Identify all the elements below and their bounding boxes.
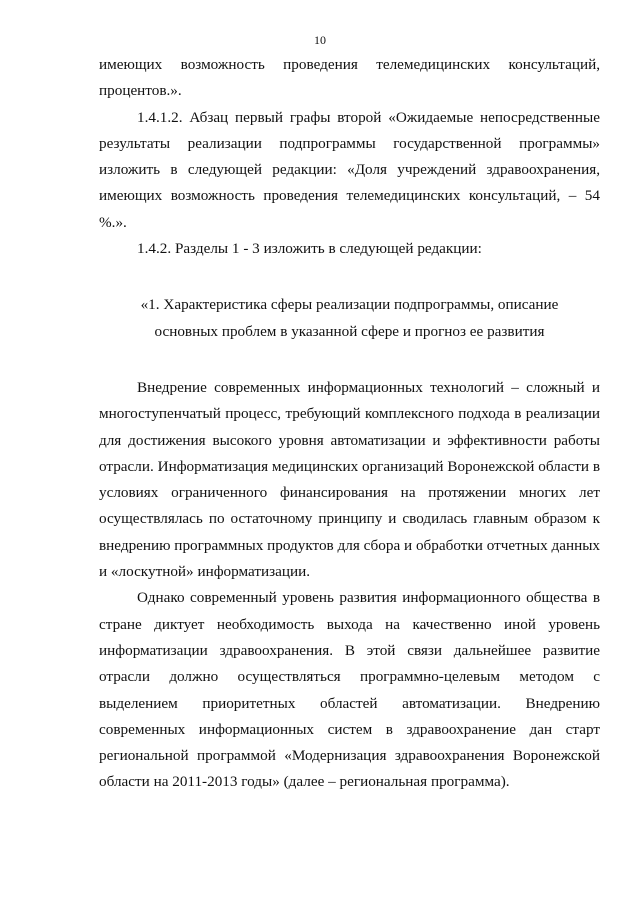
paragraph-informatization: Внедрение современных информационных технологий – сложный и многоступенчатый процесс, требующий комплексного подхода в реализации для достижения высокого уровня автоматизации и эффективности работы отрасли. Информатизация медицинских организаций Воронежской области в условиях ограниченного финансирования на протяжении многих лет осуществлялась по остаточному принципу и сводилась главным образом к внедрению программных продуктов для сбора и обработки отчетных данных и «лоскутной» информатизации. <box>99 378 600 581</box>
paragraph-continuation: имеющих возможность проведения телемедицинских консультаций, процентов.». <box>99 56 600 100</box>
document-body <box>99 52 600 796</box>
paragraph-amendment-1-4-1-2: 1.4.1.2. Абзац первый графы второй «Ожидаемые непосредственные результаты реализации подпрограммы государственной программы» изложить в следующей редакции: «Доля учреждений здравоохранения, имеющих возможность проведения телемедицинских консультаций, – 54 %.». <box>99 108 600 231</box>
section-heading-line-1: «1. Характеристика сферы реализации подпрограммы, описание <box>140 296 559 314</box>
page-number: 10 <box>314 33 326 47</box>
paragraph-amendment-1-4-2: 1.4.2. Разделы 1 - 3 изложить в следующей редакции: <box>137 240 482 258</box>
section-heading-line-2: основных проблем в указанной сфере и прогноз ее развития <box>154 322 545 340</box>
paragraph-modernization: Однако современный уровень развития информационного общества в стране диктует необходимость выхода на качественно иной уровень информатизации здравоохранения. В этой связи дальнейшее развитие отрасли должно осуществляться программно-целевым методом с выделением приоритетных областей автоматизации. Внедрению современных информационных систем в здравоохранение дан старт региональной программой «Модернизация здравоохранения Воронежской области на 2011-2013 годы» (далее – региональная программа). <box>99 589 600 791</box>
section-heading <box>99 292 600 345</box>
